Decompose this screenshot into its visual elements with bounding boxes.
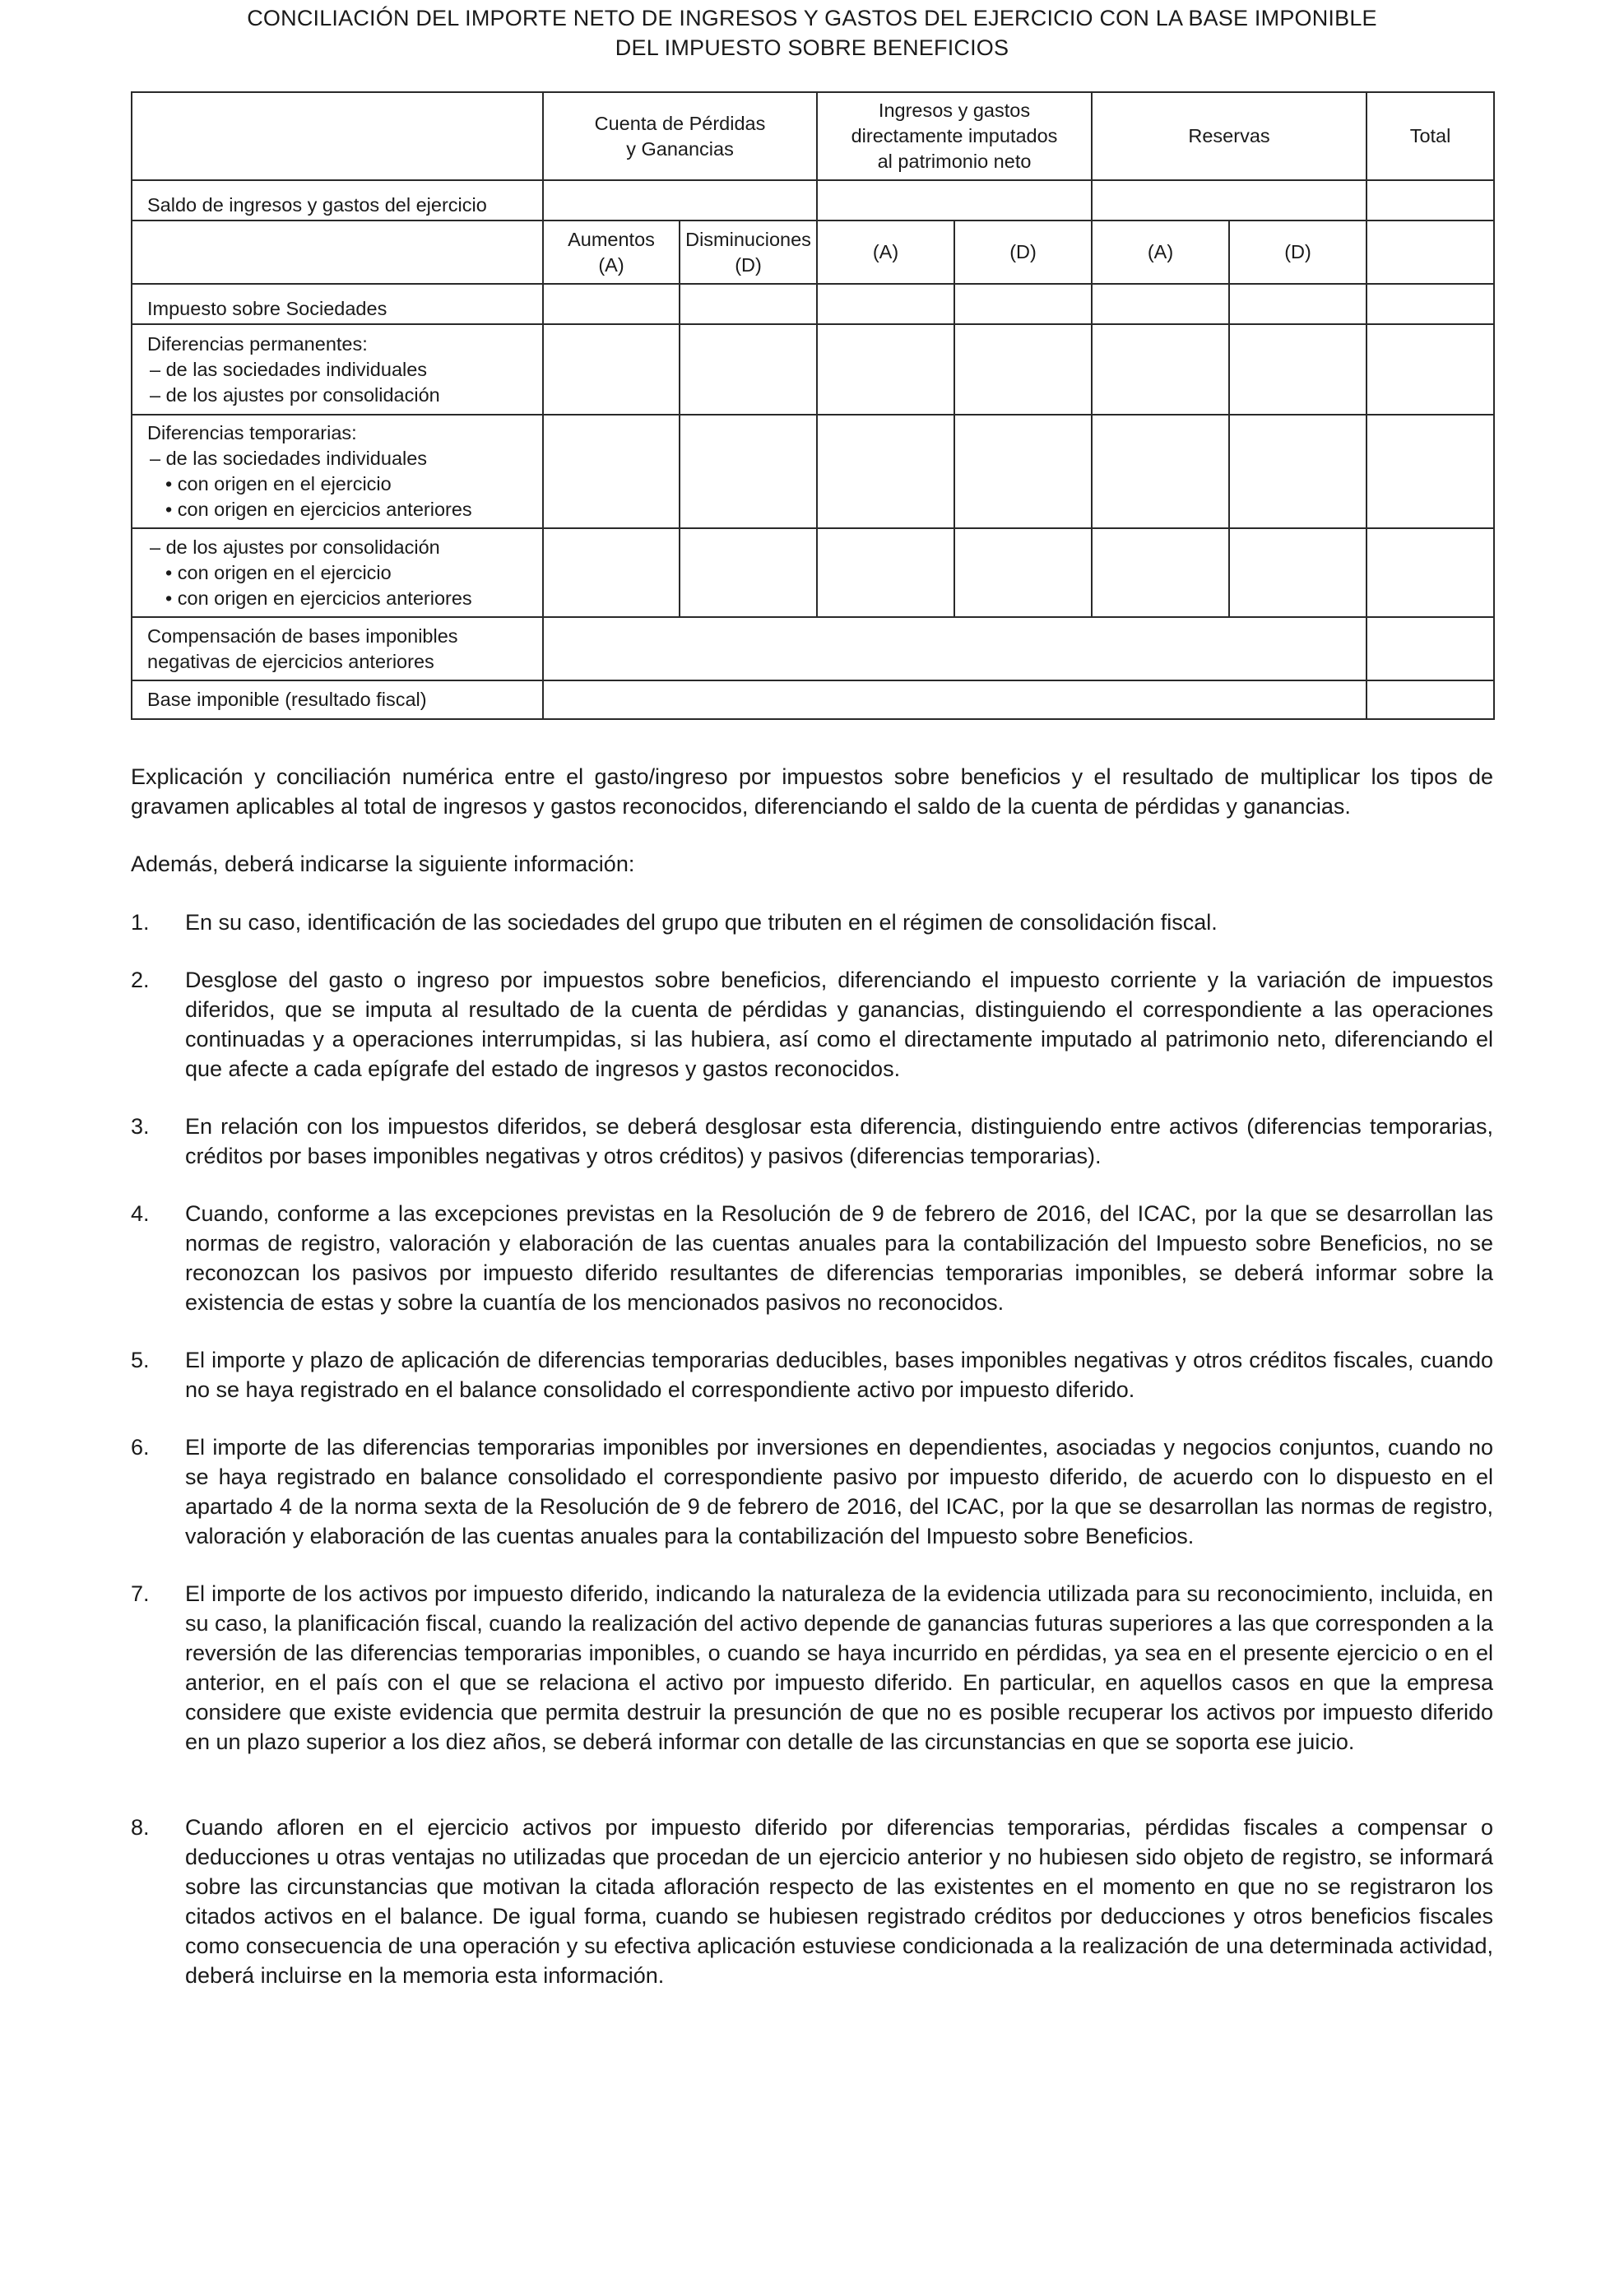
table-cell [680, 528, 817, 617]
header-total: Total [1366, 92, 1494, 180]
table-cell [1229, 528, 1366, 617]
table-cell [543, 617, 1366, 680]
subheader-patrimonio-d: (D) [954, 221, 1092, 284]
table-cell [1366, 617, 1494, 680]
row-label-impuesto: Impuesto sobre Sociedades [132, 284, 543, 324]
list-item-text: En relación con los impuestos diferidos, se deberá desglosar esta diferencia, distinguiendo entre activos (diferencias temporarias, créditos por bases imponibles negativas y otros créditos) y pasivos (diferencias temporarias). [185, 1114, 1493, 1168]
list-item-text: En su caso, identificación de las sociedades del grupo que tributen en el régimen de consolidación fiscal. [185, 910, 1218, 935]
table-cell [543, 415, 680, 528]
table-cell [1366, 528, 1494, 617]
table-cell [1229, 324, 1366, 415]
table-cell [1366, 221, 1494, 284]
subheader-disminuciones: Disminuciones (D) [680, 221, 817, 284]
table-cell [954, 284, 1092, 324]
table-row [132, 528, 1494, 617]
table-cell [1092, 324, 1229, 415]
table-cell [1229, 284, 1366, 324]
list-item-number: 5. [131, 1348, 150, 1372]
list-item-text: El importe de las diferencias temporarias imponibles por inversiones en dependientes, asociadas y negocios conjuntos, cuando no se haya registrado en balance consolidado el correspondiente pasivo por impuesto diferido, de acuerdo con lo dispuesto en el apartado 4 de la norma sexta de la Resolución de 9 de febrero de 2016, del ICAC, por la que se desarrollan las normas de registro, valoración y elaboración de las cuentas anuales para la contabilización del Impuesto sobre Beneficios. [185, 1435, 1493, 1548]
table-row [132, 180, 1494, 221]
reconciliation-table [131, 91, 1495, 720]
row-label-diferencias-temporarias: Diferencias temporarias: – de las sociedades individuales • con origen en el ejercicio • con origen en ejercicios anteriores [132, 415, 543, 528]
table-cell [543, 284, 680, 324]
table-cell [954, 324, 1092, 415]
row-label-ajustes-consolidacion: – de los ajustes por consolidación • con origen en el ejercicio • con origen en ejercicios anteriores [132, 528, 543, 617]
additional-info-intro: Además, deberá indicarse la siguiente información: [131, 852, 635, 876]
row-label-compensacion: Compensación de bases imponibles negativas de ejercicios anteriores [132, 617, 543, 680]
subheader-reservas-d: (D) [1229, 221, 1366, 284]
list-item-text: El importe de los activos por impuesto diferido, indicando la naturaleza de la evidencia utilizada para su reconocimiento, incluida, en su caso, la planificación fiscal, cuando la realización del activo depende de ganancias futuras superiores a las que corresponden a la reversión de las diferencias temporarias imponibles, o cuando se haya incurrido en pérdidas, ya sea en el presente ejercicio o en el anterior, en el país con el que se relaciona el activo por impuesto diferido. En particular, en aquellos casos en que la empresa considere que existe evidencia que permita destruir la presunción de que no es posible recuperar los activos por impuesto diferido en un plazo superior a los diez años, se deberá informar con detalle de las circunstancias en que se soporta ese juicio. [185, 1581, 1493, 1754]
table-cell [1092, 415, 1229, 528]
table-cell [1366, 680, 1494, 719]
table-cell [132, 221, 543, 284]
table-row [132, 680, 1494, 719]
row-label-base-imponible: Base imponible (resultado fiscal) [132, 680, 543, 719]
table-row [132, 324, 1494, 415]
subheader-aumentos: Aumentos (A) [543, 221, 680, 284]
table-cell [817, 284, 954, 324]
table-cell [680, 415, 817, 528]
explanation-paragraph: Explicación y conciliación numérica entre el gasto/ingreso por impuestos sobre beneficios y el resultado de multiplicar los tipos de gravamen aplicables al total de ingresos y gastos reconocidos, diferenciando el saldo de la cuenta de pérdidas y ganancias. [131, 764, 1493, 819]
table-cell [954, 415, 1092, 528]
title-line-2: DEL IMPUESTO SOBRE BENEFICIOS [615, 35, 1009, 60]
table-cell [543, 680, 1366, 719]
list-item-number: 1. [131, 910, 150, 935]
table-cell [1366, 284, 1494, 324]
table-row [132, 415, 1494, 528]
header-pyg: Cuenta de Pérdidas y Ganancias [543, 92, 817, 180]
table-header-row [132, 92, 1494, 180]
header-reservas: Reservas [1092, 92, 1366, 180]
list-item-text: Cuando, conforme a las excepciones previstas en la Resolución de 9 de febrero de 2016, del ICAC, por la que se desarrollan las normas de registro, valoración y elaboración de las cuentas anuales para la contabilización del Impuesto sobre Beneficios, no se reconozcan los pasivos por impuesto diferido resultantes de diferencias temporarias imponibles, se deberá informar sobre la existencia de estas y sobre la cuantía de los mencionados pasivos no reconocidos. [185, 1201, 1493, 1315]
table-subheader-row [132, 221, 1494, 284]
table-cell [1092, 180, 1366, 221]
header-blank-cell [132, 92, 543, 180]
list-item-number: 8. [131, 1815, 150, 1840]
table-cell [817, 415, 954, 528]
header-patrimonio-neto: Ingresos y gastos directamente imputados al patrimonio neto [817, 92, 1092, 180]
table-cell [1366, 180, 1494, 221]
row-label-saldo: Saldo de ingresos y gastos del ejercicio [132, 180, 543, 221]
list-item-number: 2. [131, 968, 150, 992]
list-item-text: Cuando afloren en el ejercicio activos por impuesto diferido por diferencias temporarias, pérdidas fiscales a compensar o deducciones u otras ventajas no utilizadas que procedan de un ejercicio anterior y no hubiesen sido objeto de registro, se informará sobre las circunstancias que motivan la citada afloración respecto de las existentes en el momento en que no se registraron los citados activos en el balance. De igual forma, cuando se hubiesen registrado créditos por deducciones y otros beneficios fiscales como consecuencia de una operación y su efectiva aplicación estuviese condicionada a la realización de una determinada actividad, deberá incluirse en la memoria esta información. [185, 1815, 1493, 1988]
table-cell [680, 284, 817, 324]
list-item-text: Desglose del gasto o ingreso por impuestos sobre beneficios, diferenciando el impuesto corriente y la variación de impuestos diferidos, que se imputa al resultado de la cuenta de pérdidas y ganancias, distinguiendo el correspondiente a las operaciones continuadas y a operaciones interrumpidas, si las hubiera, así como el directamente imputado al patrimonio neto, diferenciando el que afecte a cada epígrafe del estado de ingresos y gastos reconocidos. [185, 968, 1493, 1081]
table-cell [543, 180, 817, 221]
table-cell [817, 180, 1092, 221]
list-item-number: 3. [131, 1114, 150, 1139]
table-cell [543, 528, 680, 617]
list-item-number: 4. [131, 1201, 150, 1226]
list-item-number: 6. [131, 1435, 150, 1460]
subheader-patrimonio-a: (A) [817, 221, 954, 284]
row-label-diferencias-permanentes: Diferencias permanentes: – de las sociedades individuales – de los ajustes por consolidación [132, 324, 543, 415]
table-cell [1229, 415, 1366, 528]
subheader-reservas-a: (A) [1092, 221, 1229, 284]
list-item-number: 7. [131, 1581, 150, 1606]
document-title [132, 3, 1492, 63]
table-cell [680, 324, 817, 415]
table-cell [1366, 415, 1494, 528]
table-cell [1366, 324, 1494, 415]
table-cell [1092, 528, 1229, 617]
table-row [132, 617, 1494, 680]
table-row [132, 284, 1494, 324]
list-item-text: El importe y plazo de aplicación de diferencias temporarias deducibles, bases imponibles negativas y otros créditos fiscales, cuando no se haya registrado en el balance consolidado el correspondiente activo por impuesto diferido. [185, 1348, 1493, 1402]
table-cell [954, 528, 1092, 617]
table-cell [1092, 284, 1229, 324]
table-cell [817, 324, 954, 415]
table-cell [543, 324, 680, 415]
table-cell [817, 528, 954, 617]
title-line-1: CONCILIACIÓN DEL IMPORTE NETO DE INGRESOS Y GASTOS DEL EJERCICIO CON LA BASE IMPONIBLE [247, 6, 1377, 30]
